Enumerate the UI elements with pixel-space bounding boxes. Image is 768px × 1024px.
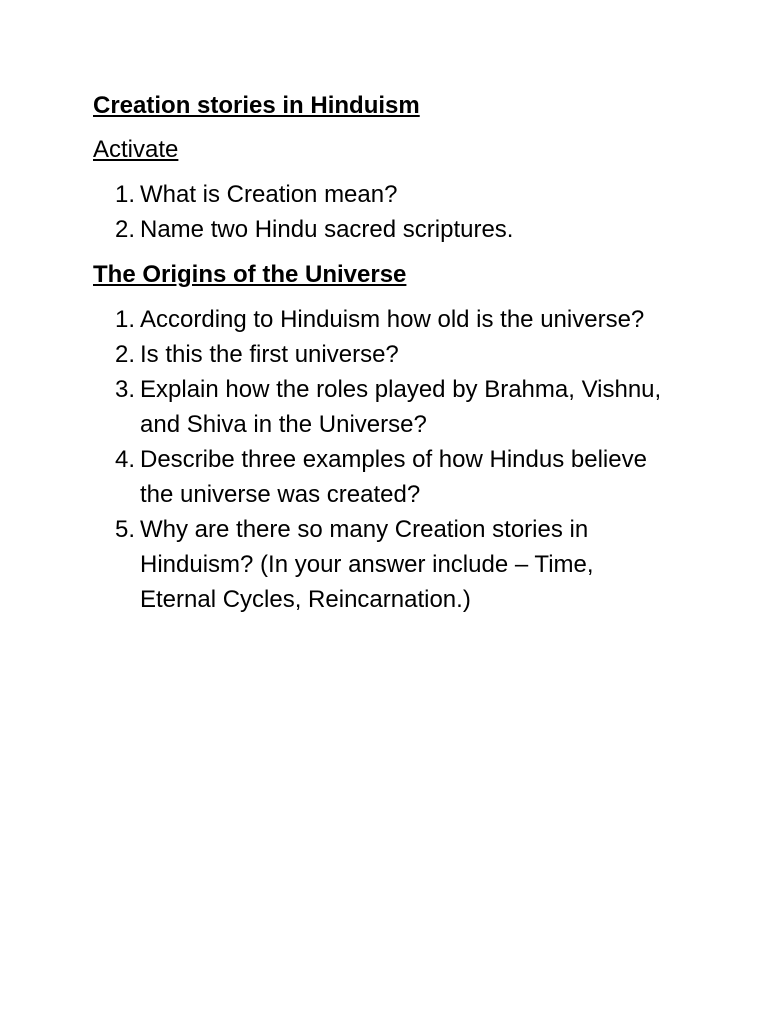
list-item bbox=[93, 212, 673, 247]
list-item-number: 1. bbox=[115, 306, 136, 333]
list-item-text: Why are there so many Creation stories in Hinduism? (In your answer include – Time, Eternal Cycles, Reincarnation.) bbox=[140, 516, 594, 613]
list-item-text: Explain how the roles played by Brahma, Vishnu, and Shiva in the Universe? bbox=[140, 376, 662, 438]
list-item-text: According to Hinduism how old is the universe? bbox=[140, 306, 645, 333]
list-item-number: 2. bbox=[115, 341, 136, 368]
activate-list bbox=[93, 177, 673, 247]
origins-heading: The Origins of the Universe bbox=[93, 261, 407, 288]
list-item-number: 4. bbox=[115, 446, 136, 473]
list-item-text: Name two Hindu sacred scriptures. bbox=[140, 216, 514, 243]
list-item bbox=[93, 512, 673, 617]
list-item-number: 1. bbox=[115, 181, 136, 208]
list-item-number: 3. bbox=[115, 376, 136, 403]
list-item bbox=[93, 442, 673, 512]
list-item-text: What is Creation mean? bbox=[140, 181, 398, 208]
list-item-text: Describe three examples of how Hindus believe the universe was created? bbox=[140, 446, 647, 508]
activate-heading: Activate bbox=[93, 136, 179, 163]
origins-list bbox=[93, 302, 673, 617]
document-page bbox=[93, 88, 673, 617]
list-item bbox=[93, 177, 673, 212]
list-item bbox=[93, 302, 673, 337]
list-item bbox=[93, 337, 673, 372]
list-item bbox=[93, 372, 673, 442]
document-title: Creation stories in Hinduism bbox=[93, 92, 420, 119]
list-item-text: Is this the first universe? bbox=[140, 341, 399, 368]
list-item-number: 5. bbox=[115, 516, 136, 543]
list-item-number: 2. bbox=[115, 216, 136, 243]
